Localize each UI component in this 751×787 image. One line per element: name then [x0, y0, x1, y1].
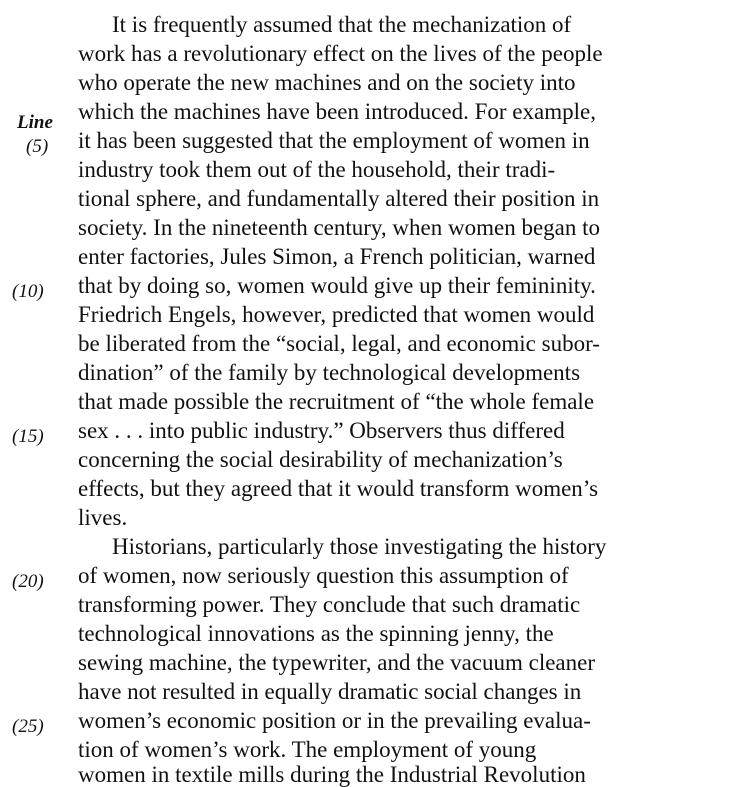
passage-line-23: sewing machine, the typewriter, and the vacuum cleaner — [78, 650, 596, 675]
passage-line-12: be liberated from the “social, legal, and economic subor- — [78, 331, 600, 356]
passage-line-18: lives. — [78, 505, 128, 530]
passage-line-6: industry took them out of the household, their tradi- — [78, 157, 556, 182]
passage-line-3: who operate the new machines and on the society into — [78, 70, 576, 95]
line-number-10: (10) — [12, 281, 44, 302]
passage-line-17: effects, but they agreed that it would transform women’s — [78, 476, 599, 501]
passage-line-16: concerning the social desirability of mechanization’s — [78, 447, 563, 472]
passage-line-10: that by doing so, women would give up their femininity. — [78, 273, 596, 298]
passage-line-13: dination” of the family by technological developments — [78, 360, 581, 385]
passage-line-9: enter factories, Jules Simon, a French politician, warned — [78, 244, 596, 269]
line-number-15: (15) — [12, 426, 44, 447]
line-number-25: (25) — [12, 716, 44, 737]
passage-line-2: work has a revolutionary effect on the lives of the people — [78, 41, 603, 66]
passage-line-27: women in textile mills during the Industrial Revolution — [78, 762, 586, 787]
passage-line-20: of women, now seriously question this assumption of — [78, 563, 569, 588]
passage-line-8: society. In the nineteenth century, when women began to — [78, 215, 601, 240]
line-label: Line — [17, 112, 53, 133]
passage-line-19: Historians, particularly those investigating the history — [112, 534, 607, 559]
line-number-5: (5) — [26, 136, 49, 157]
line-number-20: (20) — [12, 571, 44, 592]
passage-line-14: that made possible the recruitment of “the whole female — [78, 389, 595, 414]
passage-line-1: It is frequently assumed that the mechanization of — [112, 12, 572, 37]
passage-line-15: sex . . . into public industry.” Observers thus differed — [78, 418, 565, 443]
passage-line-7: tional sphere, and fundamentally altered their position in — [78, 186, 600, 211]
passage-line-25: women’s economic position or in the prevailing evalua- — [78, 708, 591, 733]
passage-line-5: it has been suggested that the employment of women in — [78, 128, 590, 153]
passage-line-11: Friedrich Engels, however, predicted that women would — [78, 302, 595, 327]
passage-line-21: transforming power. They conclude that such dramatic — [78, 592, 581, 617]
passage-line-4: which the machines have been introduced. For example, — [78, 99, 596, 124]
passage-line-22: technological innovations as the spinning jenny, the — [78, 621, 554, 646]
passage-line-26: tion of women’s work. The employment of young — [78, 737, 537, 762]
passage-line-24: have not resulted in equally dramatic social changes in — [78, 679, 582, 704]
